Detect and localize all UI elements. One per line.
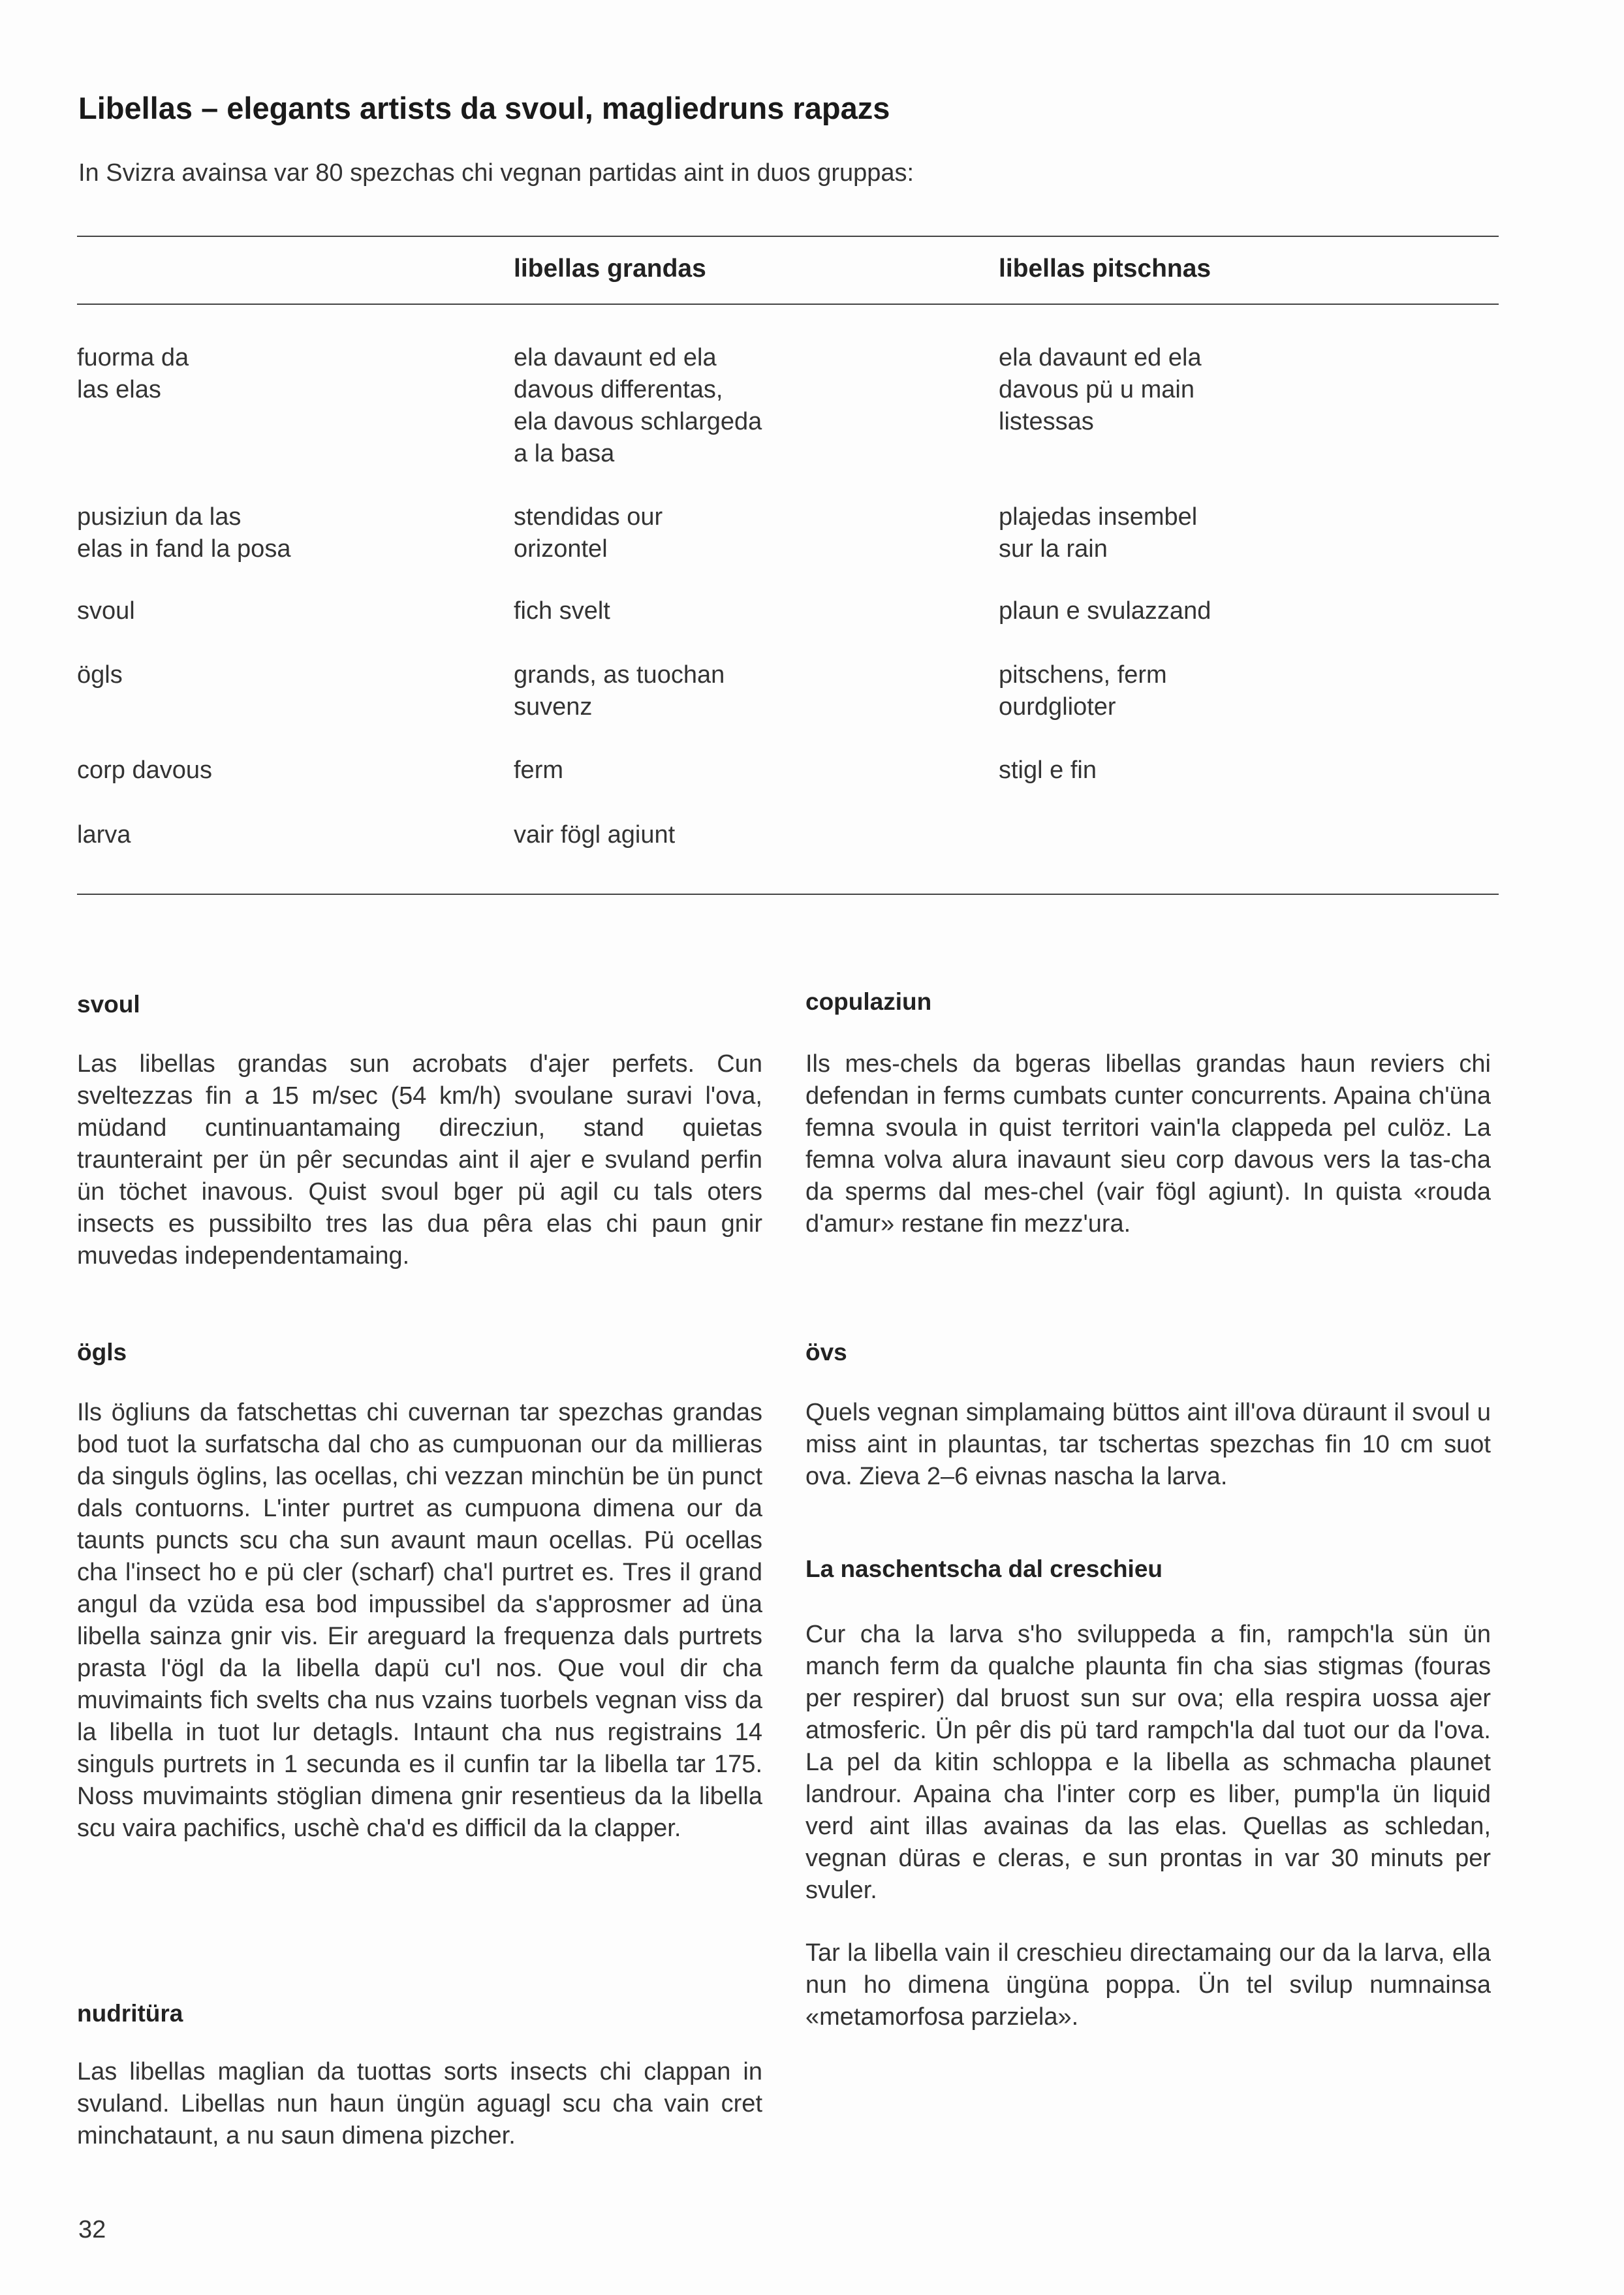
page-title: Libellas – elegants artists da svoul, magliedruns rapazs: [78, 91, 890, 125]
table-cell-line: fich svelt: [514, 597, 610, 625]
cell-grandas: [514, 595, 905, 627]
table-cell-line: davous pü u main: [999, 376, 1195, 403]
cell-grandas: [514, 819, 905, 851]
section-heading-copulaziun: copulaziun: [805, 988, 932, 1015]
table-cell-line: ela davaunt ed ela: [999, 344, 1202, 371]
cell-pitschnas: [999, 659, 1390, 723]
table-cell-line: listessas: [999, 408, 1094, 435]
table-cell-line: larva: [77, 821, 131, 849]
table-cell-line: ourdglioter: [999, 693, 1116, 721]
table-cell-line: plaun e svulazzand: [999, 597, 1211, 625]
section-text-svoul: Las libellas grandas sun acrobats d'ajer perfets. Cun sveltezzas fin a 15 m/sec (54 km/h) svoulane suravi l'ova, müdand cuntinuantamaing direcziun, stand quietas traunteraint per ün pêr secundas aint il ajer e svuland perfin ün töchet inavous. Quist svoul bger pü agil cu tals oters insects es pussibilto tres las dua pêra elas chi paun gnir muvedas independentamaing.: [77, 1050, 762, 1270]
table-cell-line: svoul: [77, 597, 135, 625]
section-text-naschentscha-2: Tar la libella vain il creschieu directamaing our da la larva, ella nun ho dimena üngüna poppa. Ün tel svilup numnainsa «metamorfosa parziela».: [805, 1939, 1491, 2031]
cell-grandas: [514, 342, 905, 470]
column-header-grandas: libellas grandas: [514, 255, 706, 283]
table-cell-line: grands, as tuochan: [514, 661, 725, 689]
intro-text: In Svizra avainsa var 80 spezchas chi vegnan partidas aint in duos gruppas:: [78, 159, 914, 187]
table-cell-line: ferm: [514, 757, 563, 784]
table-bottom-rule: [77, 894, 1499, 895]
table-cell-line: orizontel: [514, 535, 608, 563]
table-cell-line: pusiziun da las: [77, 503, 242, 531]
section-text-naschentscha-1: Cur cha la larva s'ho sviluppeda a fin, rampch'la sün ün manch ferm da qualche plaunta fin cha sias stigmas (fouras per respirer) dal bruost sun sur ova; ella respira uossa ajer atmosferic. Ün pêr dis pü tard rampch'la dal tuot our da l'ova. La pel da kitin schloppa e la libella as schmacha plaunet landrour. Apaina cha l'inter corp es liber, pump'la ün liquid verd aint illas avainas da las elas. Quellas as schledan, vegnan düras e cleras, e sun prontas in var 30 minuts per svuler.: [805, 1621, 1491, 1904]
table-cell-line: a la basa: [514, 440, 615, 467]
table-cell-line: vair fögl agiunt: [514, 821, 676, 849]
table-cell-line: stigl e fin: [999, 757, 1097, 784]
cell-pitschnas: [999, 501, 1390, 565]
row-label: [77, 819, 469, 851]
page-number: 32: [78, 2216, 106, 2243]
column-header-pitschnas: libellas pitschnas: [999, 255, 1211, 283]
table-cell-line: las elas: [77, 376, 161, 403]
row-label: [77, 659, 469, 691]
row-label: [77, 755, 469, 787]
cell-grandas: [514, 501, 905, 565]
section-text-ovs: Quels vegnan simplamaing büttos aint ill'ova düraunt il svoul u miss aint in plauntas, tar tschertas spezchas fin 10 cm suot ova. Zieva 2–6 eivnas nascha la larva.: [805, 1399, 1491, 1490]
row-label: [77, 501, 469, 565]
table-cell-line: sur la rain: [999, 535, 1108, 563]
table-cell-line: ela davous schlargeda: [514, 408, 762, 435]
table-cell-line: stendidas our: [514, 503, 663, 531]
section-heading-ovs: övs: [805, 1339, 847, 1366]
table-cell-line: fuorma da: [77, 344, 189, 371]
table-cell-line: plajedas insembel: [999, 503, 1198, 531]
cell-pitschnas: [999, 595, 1390, 627]
section-text-copulaziun: Ils mes-chels da bgeras libellas grandas haun reviers chi defendan in ferms cumbats cunter concurrents. Apaina ch'üna femna svoula in quist territori vain'la clappeda pel culöz. La femna volva alura inavaunt sieu corp davous vers la tas-cha da sperms dal mes-chel (vair fögl agiunt). In quista «rouda d'amur» restane fin mezz'ura.: [805, 1050, 1491, 1238]
table-cell-line: elas in fand la posa: [77, 535, 291, 563]
table-header-rule: [77, 304, 1499, 305]
cell-grandas: [514, 659, 905, 723]
cell-pitschnas: [999, 755, 1390, 787]
cell-pitschnas: [999, 342, 1390, 438]
section-heading-nudritura: nudritüra: [77, 2000, 183, 2027]
table-cell-line: pitschens, ferm: [999, 661, 1167, 689]
section-heading-svoul: svoul: [77, 991, 140, 1018]
table-cell-line: corp davous: [77, 757, 213, 784]
table-cell-line: suvenz: [514, 693, 593, 721]
row-label: [77, 342, 469, 406]
row-label: [77, 595, 469, 627]
section-text-ogls: Ils ögliuns da fatschettas chi cuvernan tar spezchas grandas bod tuot la surfatscha dal cho as cumpuonan our da millieras da singuls öglins, las ocellas, chi vezzan minchün be ün punct dals contuorns. L'inter purtret as cumpuona dimena our da taunts puncts scu cha sun avaunt maun ocellas. Pü ocellas cha l'insect ho e pü cler (scharf) cha'l purtret es. Tres il grand angul da vzüda esa bod impussibel da s'approsmer ad üna libella sainza gnir vis. Eir areguard la frequenza dals purtrets prasta l'ögl da la libella dapü cu'l nos. Que voul dir cha muvimaints fich svelts cha nus vzains tuorbels vegnan viss da la libella in tuot lur detagls. Intaunt cha nus registrains 14 singuls purtrets in 1 secunda es il cunfin tar la libella tar 175. Noss muvimaints stöglian dimena gnir resentieus da la libella scu vaira pachifics, uschè cha'd es difficil da la clapper.: [77, 1399, 762, 1842]
section-text-nudritura: Las libellas maglian da tuottas sorts insects chi clappan in svuland. Libellas nun haun üngün aguagl scu cha vain cret minchataunt, a nu saun dimena pizcher.: [77, 2058, 762, 2149]
table-cell-line: davous differentas,: [514, 376, 723, 403]
table-cell-line: ögls: [77, 661, 123, 689]
cell-grandas: [514, 755, 905, 787]
table-cell-line: ela davaunt ed ela: [514, 344, 717, 371]
table-top-rule: [77, 236, 1499, 237]
section-heading-naschentscha: La naschentscha dal creschieu: [805, 1555, 1163, 1582]
section-heading-ogls: ögls: [77, 1339, 127, 1366]
